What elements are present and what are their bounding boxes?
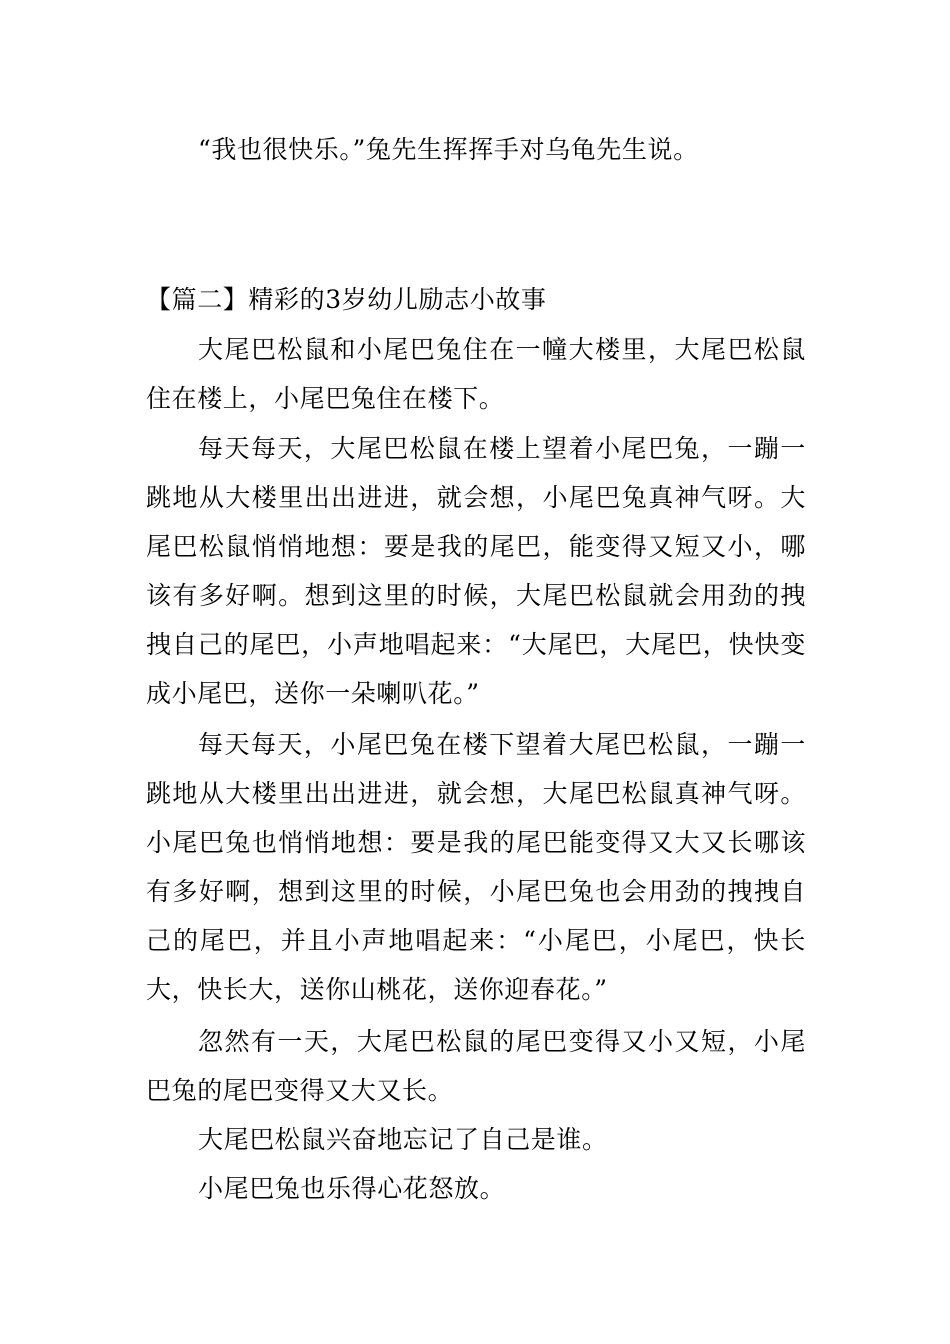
section-heading: 【篇二】精彩的3岁幼儿励志小故事	[146, 285, 547, 314]
paragraph-squirrel-wish: 每天每天，大尾巴松鼠在楼上望着小尾巴兔，一蹦一跳地从大楼里出出进进，就会想，小尾巴兔真神气呀。大尾巴松鼠悄悄地想：要是我的尾巴，能变得又短又小，哪该有多好啊。想到这里的时候，大尾巴松鼠就会用劲的拽拽自己的尾巴，小声地唱起来：“大尾巴，大尾巴，快快变成小尾巴，送你一朵喇叭花。”	[146, 434, 806, 708]
paragraph-closing-line: “我也很快乐。”兔先生挥挥手对乌龟先生说。	[198, 135, 699, 164]
paragraph-squirrel-excited: 大尾巴松鼠兴奋地忘记了自己是谁。	[198, 1125, 608, 1154]
paragraph-tails-changed: 忽然有一天，大尾巴松鼠的尾巴变得又小又短，小尾巴兔的尾巴变得又大又长。	[146, 1027, 806, 1105]
paragraph-intro: 大尾巴松鼠和小尾巴兔住在一幢大楼里，大尾巴松鼠住在楼上，小尾巴兔住在楼下。	[146, 335, 806, 413]
paragraph-rabbit-wish: 每天每天，小尾巴兔在楼下望着大尾巴松鼠，一蹦一跳地从大楼里出出进进，就会想，大尾巴松鼠真神气呀。小尾巴兔也悄悄地想：要是我的尾巴能变得又大又长哪该有多好啊，想到这里的时候，小尾巴兔也会用劲的拽拽自己的尾巴，并且小声地唱起来：“小尾巴，小尾巴，快长大，快长大，送你山桃花，送你迎春花。”	[146, 730, 806, 1004]
paragraph-rabbit-happy: 小尾巴兔也乐得心花怒放。	[198, 1174, 506, 1203]
